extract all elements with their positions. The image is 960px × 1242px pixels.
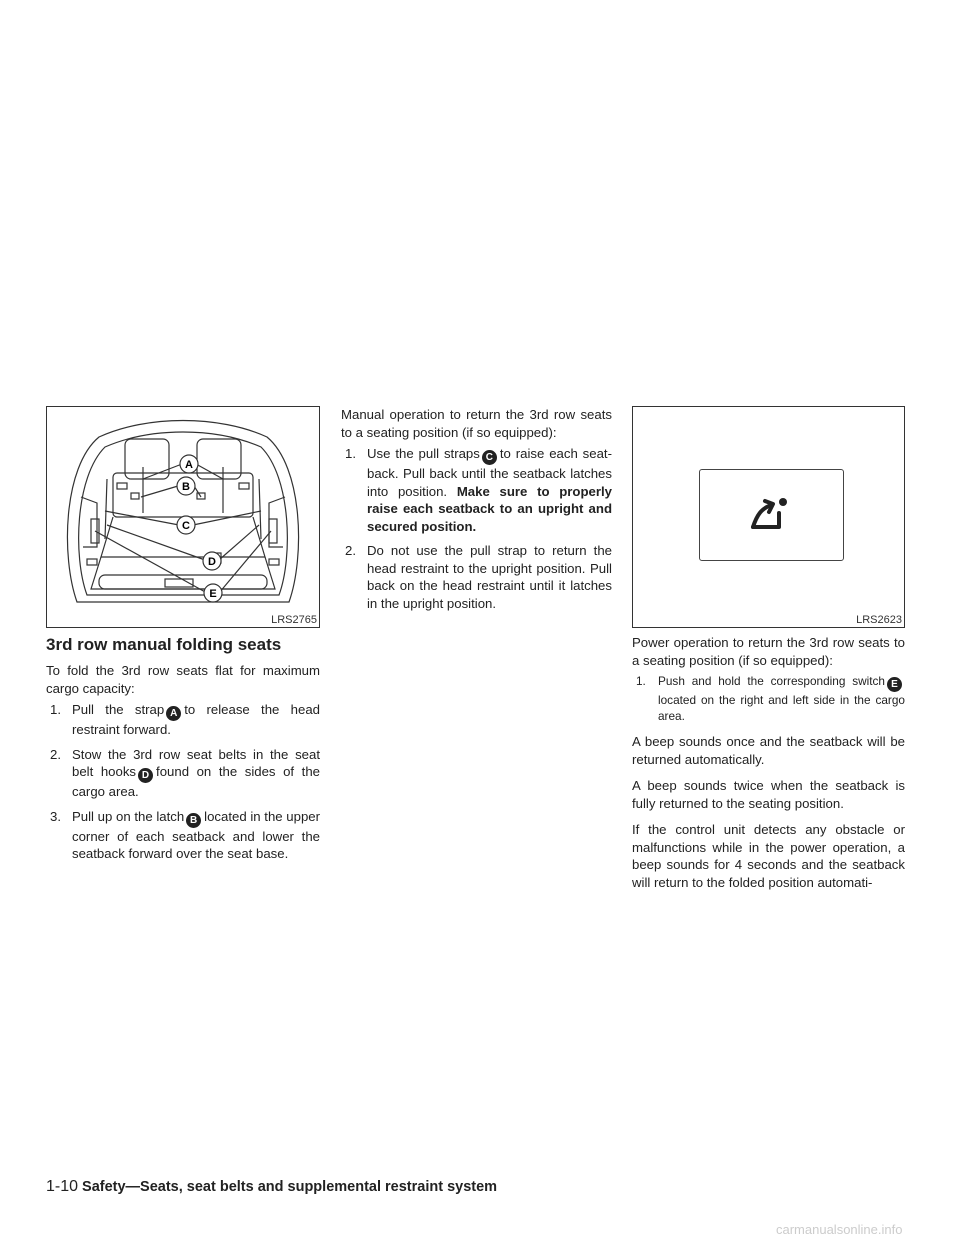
beep-twice-paragraph: A beep sounds twice when the seatback is fully returned to the seating position. <box>632 778 905 811</box>
step-text: Push and hold the corresponding switch <box>658 674 885 688</box>
cargo-area-illustration <box>47 407 319 613</box>
right-intro: Power operation to return the 3rd row seats to a seating position (if so equipped): <box>632 635 905 668</box>
figure-id-right: LRS2623 <box>856 614 902 626</box>
right-column <box>632 634 905 891</box>
watermark: carmanualsonline.info <box>776 1222 903 1237</box>
badge-a-icon: A <box>166 706 181 721</box>
manual-return-steps <box>341 445 612 612</box>
obstacle-paragraph: If the control unit detects any obstacle or malfunctions while in the power operation, a beep sounds for 4 seconds and the seatback will return to the folded position automati- <box>632 822 905 890</box>
badge-c-icon: C <box>482 450 497 465</box>
page-number: 1-10 <box>46 1178 79 1195</box>
fold-steps <box>46 701 320 863</box>
step-number: 1. <box>345 446 356 461</box>
left-intro: To fold the 3rd row seats flat for maximum cargo capacity: <box>46 663 320 696</box>
step-text: located on the right and left side in the cargo area. <box>658 693 905 723</box>
seat-return-icon <box>749 493 793 533</box>
badge-d-icon: D <box>138 768 153 783</box>
step-text: to release the head restraint forward. <box>72 702 320 737</box>
fold-step-2 <box>46 746 320 801</box>
step-text: Use the pull straps <box>367 446 480 461</box>
section-title: Safety—Seats, seat belts and supplemental restraint system <box>82 1179 498 1195</box>
step-number: 2. <box>50 746 61 762</box>
step-text: Pull the strap <box>72 702 165 717</box>
power-step-1 <box>632 673 905 724</box>
mid-intro: Manual operation to return the 3rd row seats to a seating position (if so equipped): <box>341 407 612 440</box>
callout-d: D <box>208 556 216 568</box>
callout-b: B <box>182 481 190 493</box>
callout-a: A <box>185 459 193 471</box>
figure-id-left: LRS2765 <box>271 614 317 626</box>
callout-e: E <box>209 588 217 600</box>
middle-column <box>341 406 612 612</box>
fold-step-3 <box>46 808 320 863</box>
step-number: 2. <box>345 543 356 558</box>
step-text: Do not use the pull strap to return the head restraint to the upright position. Pull back on the head restraint until it latches in the upright position. <box>367 543 612 611</box>
left-column <box>46 634 320 863</box>
badge-b-icon: B <box>186 813 201 828</box>
beep-once-paragraph: A beep sounds once and the seatback will be returned automatically. <box>632 734 905 767</box>
callout-c: C <box>182 520 190 532</box>
step-number: 1. <box>50 702 61 717</box>
cargo-area-figure <box>46 406 320 628</box>
step-number: 3. <box>50 808 61 824</box>
page-footer <box>46 1178 497 1196</box>
step-text: found on the sides of the cargo area. <box>72 764 320 799</box>
step-text: located in the upper corner of each seatback and lower the seatback forward over the seat base. <box>72 808 321 861</box>
section-heading: 3rd row manual folding seats <box>46 635 282 654</box>
step-text: Stow the 3rd row seat belts in the seat belt hooks <box>72 746 320 779</box>
fold-step-1 <box>46 701 320 739</box>
badge-e-icon: E <box>887 677 902 692</box>
step-text: Pull up on the latch <box>72 808 185 824</box>
manual-step-1 <box>341 445 612 535</box>
switch-figure <box>632 406 905 628</box>
step-text: to raise each seat-back. Pull back until the seatback latches into position. <box>367 446 612 499</box>
step-warning: Make sure to properly raise each seatback to an upright and secured position. <box>367 483 612 534</box>
step-number: 1. <box>636 674 646 688</box>
power-return-steps <box>632 673 905 724</box>
manual-step-2 <box>341 542 612 612</box>
